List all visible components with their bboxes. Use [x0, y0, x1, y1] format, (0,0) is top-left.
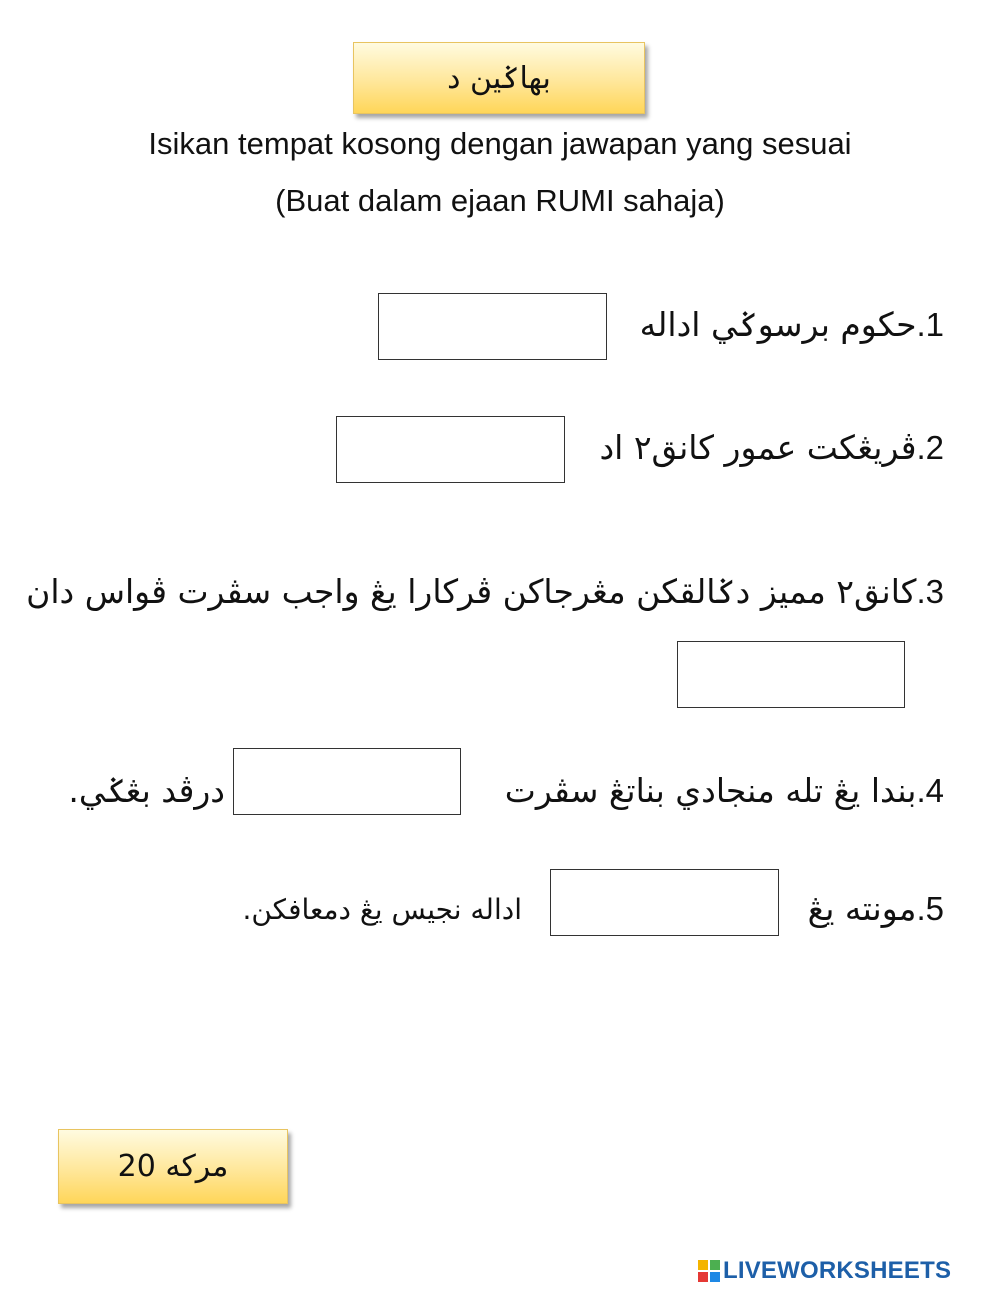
question-5 [808, 889, 944, 928]
question-3-text: کانق٢ مميز دݢالقکن مڠرجاکن ڤرکارا يڠ واجب سڤرت ڤواس دان [26, 572, 917, 611]
question-5-text-after: اداله نجيس يڠ دمعافکن. [242, 893, 522, 926]
question-4-text-before: بندا يڠ تله منجادي بناتڠ سڤرت [504, 771, 917, 810]
question-4-number: 4. [916, 772, 944, 809]
liveworksheets-logo-icon [698, 1260, 720, 1282]
question-3 [26, 572, 944, 611]
question-5-text-before: مونته يڠ [807, 889, 917, 928]
liveworksheets-logo [698, 1258, 951, 1284]
answer-box-5[interactable] [550, 869, 779, 936]
answer-box-2[interactable] [336, 416, 565, 483]
section-title: بهاݢين د [447, 60, 551, 96]
answer-box-4[interactable] [233, 748, 461, 815]
question-2-number: 2. [916, 429, 944, 466]
section-title-badge [353, 42, 645, 114]
instruction-line-1: Isikan tempat kosong dengan jawapan yang sesuai [148, 126, 852, 161]
question-3-number: 3. [916, 573, 944, 610]
question-1 [640, 305, 944, 344]
answer-box-1[interactable] [378, 293, 607, 360]
answer-box-3[interactable] [677, 641, 905, 708]
question-2 [599, 428, 944, 467]
question-4-text-after: درڤد بڠݢي. [68, 771, 225, 810]
marks-badge [58, 1129, 288, 1204]
question-5-number: 5. [916, 890, 944, 927]
instruction-line-2: (Buat dalam ejaan RUMI sahaja) [275, 183, 725, 218]
question-2-text: ڤريڠکت عمور کانق٢ اد [599, 428, 917, 467]
question-1-text: حکوم برسوݢي اداله [639, 305, 917, 344]
marks-label: 20 مرکه [117, 1149, 229, 1184]
question-5-continuation [242, 893, 522, 926]
liveworksheets-logo-text: LIVEWORKSHEETS [723, 1257, 952, 1284]
question-4-continuation [68, 771, 225, 810]
question-4 [505, 771, 944, 810]
question-1-number: 1. [916, 306, 944, 343]
